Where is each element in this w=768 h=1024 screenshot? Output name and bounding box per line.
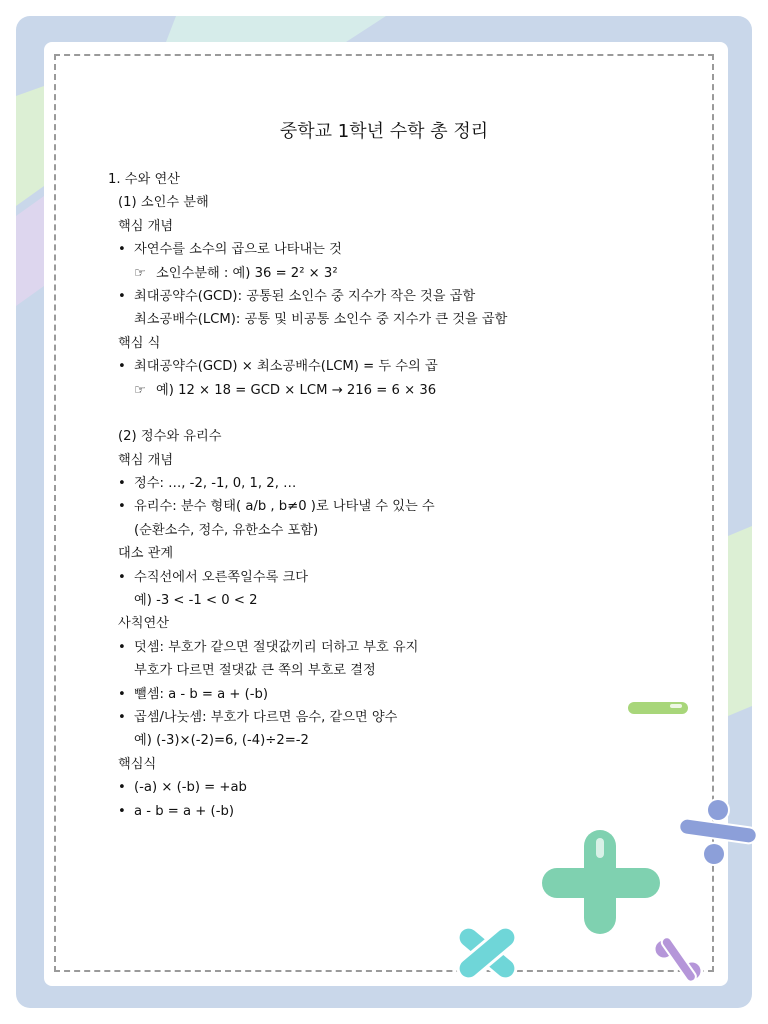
subheading	[108, 542, 668, 565]
subheading	[108, 753, 668, 776]
subheading-text: (2) 정수와 유리수	[118, 429, 222, 445]
subheading	[108, 215, 668, 238]
example-text: 예) 12 × 18 = GCD × LCM → 216 = 6 × 36	[156, 382, 437, 398]
bullet-item	[108, 285, 668, 308]
subheading-text: 핵심 개념	[118, 218, 174, 234]
bullet-icon: •	[118, 499, 126, 515]
green-band-shape	[16, 86, 44, 206]
bullet-text: 최대공약수(GCD) × 최소공배수(LCM) = 두 수의 곱	[134, 359, 438, 375]
continuation-line	[108, 519, 668, 542]
subheading-text: (1) 소인수 분해	[118, 195, 209, 211]
bullet-item	[108, 776, 668, 799]
page-title: 중학교 1학년 수학 총 정리	[279, 121, 489, 142]
bullet-text: 뺄셈: a - b = a + (-b)	[134, 686, 269, 702]
subheading	[108, 332, 668, 355]
continuation-line	[108, 659, 668, 682]
bullet-icon: •	[118, 639, 126, 655]
example-line	[108, 262, 668, 285]
bullet-text: (-a) × (-b) = +ab	[134, 780, 247, 796]
example-text: 소인수분해 : 예) 36 = 2² × 3²	[156, 265, 338, 281]
content-body	[108, 168, 668, 823]
subheading-text: 핵심 식	[118, 335, 161, 351]
bullet-text: 자연수를 소수의 곱으로 나타내는 것	[134, 242, 342, 258]
subheading-text: 사칙연산	[118, 616, 169, 632]
bullet-text: 덧셈: 부호가 같으면 절댓값끼리 더하고 부호 유지	[134, 639, 419, 655]
section-heading	[108, 168, 668, 191]
bullet-text: 최대공약수(GCD): 공통된 소인수 중 지수가 작은 것을 곱함	[134, 288, 476, 304]
subheading	[108, 191, 668, 214]
bullet-item	[108, 472, 668, 495]
teal-band-shape	[166, 16, 386, 42]
times-sign-icon	[450, 920, 524, 986]
bullet-text: 수직선에서 오른쪽일수록 크다	[134, 569, 308, 585]
bullet-icon: •	[118, 359, 126, 375]
bullet-icon: •	[118, 242, 126, 258]
continuation-text: 예) -3 < -1 < 0 < 2	[134, 593, 258, 609]
section-heading-text: 1. 수와 연산	[108, 172, 180, 187]
purple-band-shape	[16, 196, 44, 306]
example-line	[108, 379, 668, 402]
bullet-text: 곱셈/나눗셈: 부호가 다르면 음수, 같으면 양수	[134, 709, 398, 725]
plus-sign-icon	[538, 826, 668, 938]
subheading	[108, 425, 668, 448]
bullet-item	[108, 800, 668, 823]
continuation-line	[108, 308, 668, 331]
subheading-text: 핵심식	[118, 756, 157, 772]
bullet-item	[108, 355, 668, 378]
bullet-text: 유리수: 분수 형태( a/b , b≠0 )로 나타낼 수 있는 수	[134, 499, 435, 515]
bullet-item	[108, 495, 668, 518]
subheading	[108, 449, 668, 472]
percent-sign-icon	[650, 935, 706, 985]
pointing-hand-icon: ☞	[134, 382, 146, 398]
bullet-text: 정수: …, -2, -1, 0, 1, 2, …	[134, 476, 297, 492]
subheading-text: 대소 관계	[118, 546, 174, 562]
pointing-hand-icon: ☞	[134, 265, 146, 281]
bullet-item	[108, 706, 668, 729]
subheading-text: 핵심 개념	[118, 452, 174, 468]
bullet-icon: •	[118, 709, 126, 725]
bullet-icon: •	[118, 686, 126, 702]
bullet-item	[108, 238, 668, 261]
bullet-icon: •	[118, 476, 126, 492]
continuation-text: 최소공배수(LCM): 공통 및 비공통 소인수 중 지수가 큰 것을 곱함	[134, 312, 508, 328]
continuation-line	[108, 729, 668, 752]
bullet-item	[108, 636, 668, 659]
division-sign-icon	[672, 792, 762, 872]
bullet-icon: •	[118, 780, 126, 796]
bullet-icon: •	[118, 288, 126, 304]
continuation-text: (순환소수, 정수, 유한소수 포함)	[134, 522, 319, 538]
bullet-text: a - b = a + (-b)	[134, 803, 234, 819]
bullet-icon: •	[118, 803, 126, 819]
subheading	[108, 612, 668, 635]
continuation-text: 부호가 다르면 절댓값 큰 쪽의 부호로 결정	[134, 663, 376, 679]
minus-sign-icon	[620, 690, 700, 730]
bullet-icon: •	[118, 569, 126, 585]
continuation-text: 예) (-3)×(-2)=6, (-4)÷2=-2	[134, 733, 309, 749]
blank-line	[108, 402, 668, 425]
bullet-item	[108, 683, 668, 706]
continuation-line	[108, 589, 668, 612]
green-right-shape	[728, 526, 752, 716]
bullet-item	[108, 566, 668, 589]
